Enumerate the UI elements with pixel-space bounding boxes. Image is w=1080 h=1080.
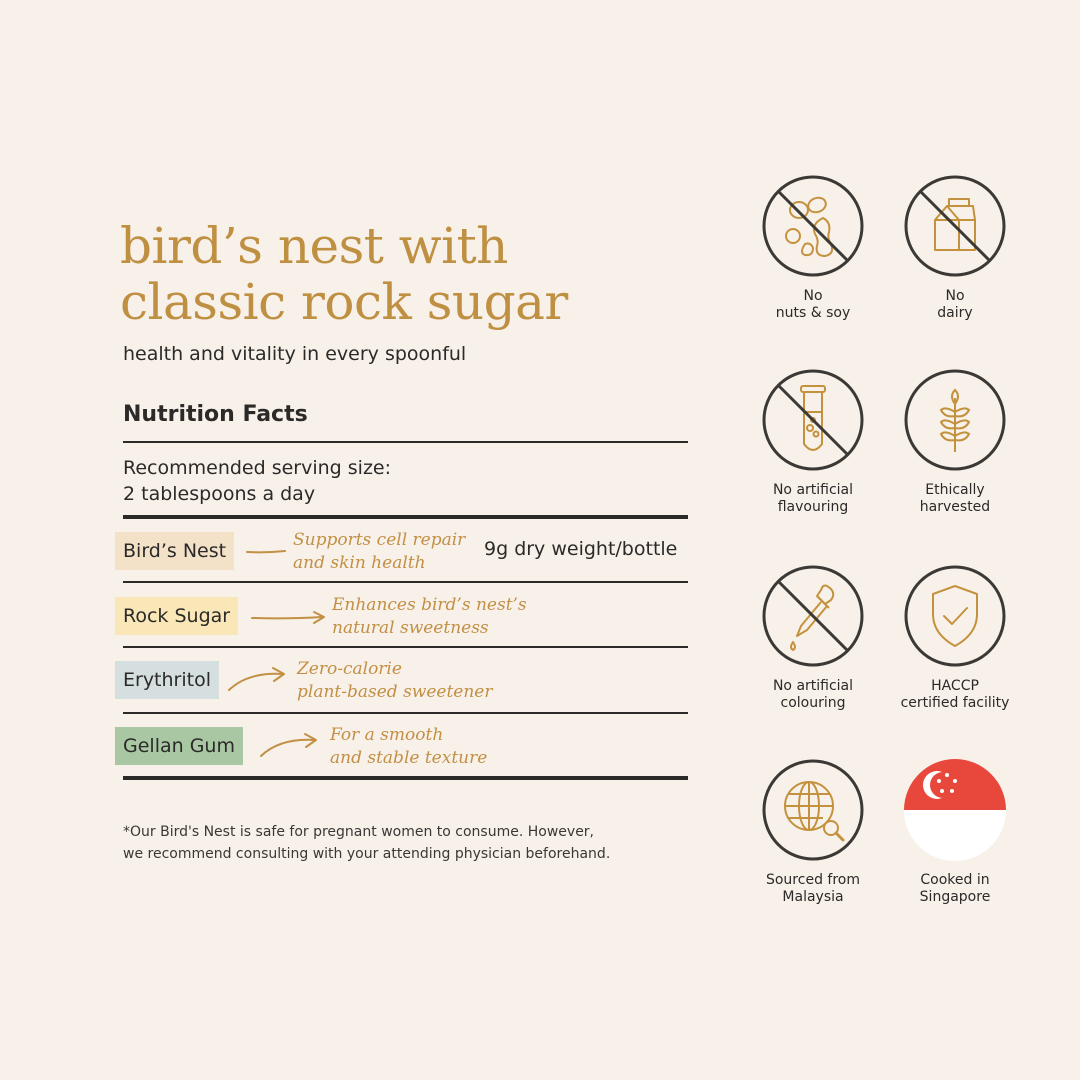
ingredient-label-erythritol: Erythritol xyxy=(115,661,219,699)
divider-thick xyxy=(123,515,688,519)
badge-label-line: harvested xyxy=(919,499,991,515)
arrow-icon xyxy=(245,540,289,564)
footnote-line: we recommend consulting with your attending physician beforehand. xyxy=(123,846,611,862)
badge-label-line: No artificial xyxy=(772,678,854,694)
product-title-line1: bird’s nest with xyxy=(120,217,508,275)
note-line: Zero-calorie xyxy=(297,659,402,679)
singapore-flag-icon xyxy=(903,758,1007,862)
footnote-line: *Our Bird's Nest is safe for pregnant women to consume. However, xyxy=(123,824,595,840)
product-title xyxy=(120,218,568,330)
product-title-line2: classic rock sugar xyxy=(120,273,568,331)
badge-label-line: Ethically xyxy=(925,482,985,498)
badge-label-line: colouring xyxy=(780,695,846,711)
note-line: and stable texture xyxy=(330,748,488,768)
badge-label-line: flavouring xyxy=(777,499,849,515)
divider xyxy=(123,441,688,443)
badge-label-line: No artificial xyxy=(772,482,854,498)
serving-size-value: 2 tablespoons a day xyxy=(123,483,316,505)
badge-label-line: Cooked in xyxy=(920,872,990,888)
divider-thick xyxy=(123,776,688,780)
note-line: Supports cell repair xyxy=(293,530,466,550)
ingredient-label-birds-nest: Bird’s Nest xyxy=(115,532,234,570)
badge-label xyxy=(875,872,1035,906)
ingredient-note-rock-sugar xyxy=(332,594,527,640)
badge-label xyxy=(733,678,893,712)
note-line: Enhances bird’s nest’s xyxy=(332,595,527,615)
ingredient-note-birds-nest xyxy=(293,529,465,575)
badge-label xyxy=(733,288,893,322)
ingredient-label-gellan-gum: Gellan Gum xyxy=(115,727,243,765)
note-line: and skin health xyxy=(293,553,426,573)
divider xyxy=(123,712,688,714)
no-artificial-colouring-icon xyxy=(761,564,865,668)
footnote xyxy=(123,821,610,865)
badge-label-line: Singapore xyxy=(919,889,991,905)
badge-label xyxy=(733,872,893,906)
badge-label xyxy=(733,482,893,516)
divider xyxy=(123,581,688,583)
shield-check-icon xyxy=(903,564,1007,668)
badge-label xyxy=(875,482,1035,516)
globe-search-icon xyxy=(761,758,865,862)
ingredient-note-gellan-gum xyxy=(330,724,487,770)
badge-label-line: No xyxy=(945,288,965,304)
no-artificial-flavouring-icon xyxy=(761,368,865,472)
no-nuts-soy-icon xyxy=(761,174,865,278)
divider xyxy=(123,646,688,648)
arrow-icon xyxy=(226,664,290,696)
badge-label-line: HACCP xyxy=(931,678,979,694)
badge-label-line: Malaysia xyxy=(782,889,844,905)
ingredient-label-rock-sugar: Rock Sugar xyxy=(115,597,238,635)
serving-size xyxy=(123,455,391,507)
nutrition-facts-heading: Nutrition Facts xyxy=(123,402,308,427)
badge-label-line: nuts & soy xyxy=(775,305,851,321)
badge-label-line: Sourced from xyxy=(765,872,860,888)
ingredient-note-erythritol xyxy=(297,658,493,704)
tagline: health and vitality in every spoonful xyxy=(123,343,467,365)
arrow-icon xyxy=(258,730,322,762)
badge-label-line: certified facility xyxy=(900,695,1010,711)
dry-weight: 9g dry weight/bottle xyxy=(484,538,678,560)
serving-size-label: Recommended serving size: xyxy=(123,457,392,479)
badge-label-line: dairy xyxy=(937,305,973,321)
wheat-icon xyxy=(903,368,1007,472)
badge-label xyxy=(875,288,1035,322)
note-line: For a smooth xyxy=(330,725,444,745)
no-dairy-icon xyxy=(903,174,1007,278)
note-line: natural sweetness xyxy=(332,618,489,638)
arrow-icon xyxy=(250,606,330,630)
badge-label-line: No xyxy=(803,288,823,304)
note-line: plant-based sweetener xyxy=(297,682,493,702)
badge-label xyxy=(875,678,1035,712)
